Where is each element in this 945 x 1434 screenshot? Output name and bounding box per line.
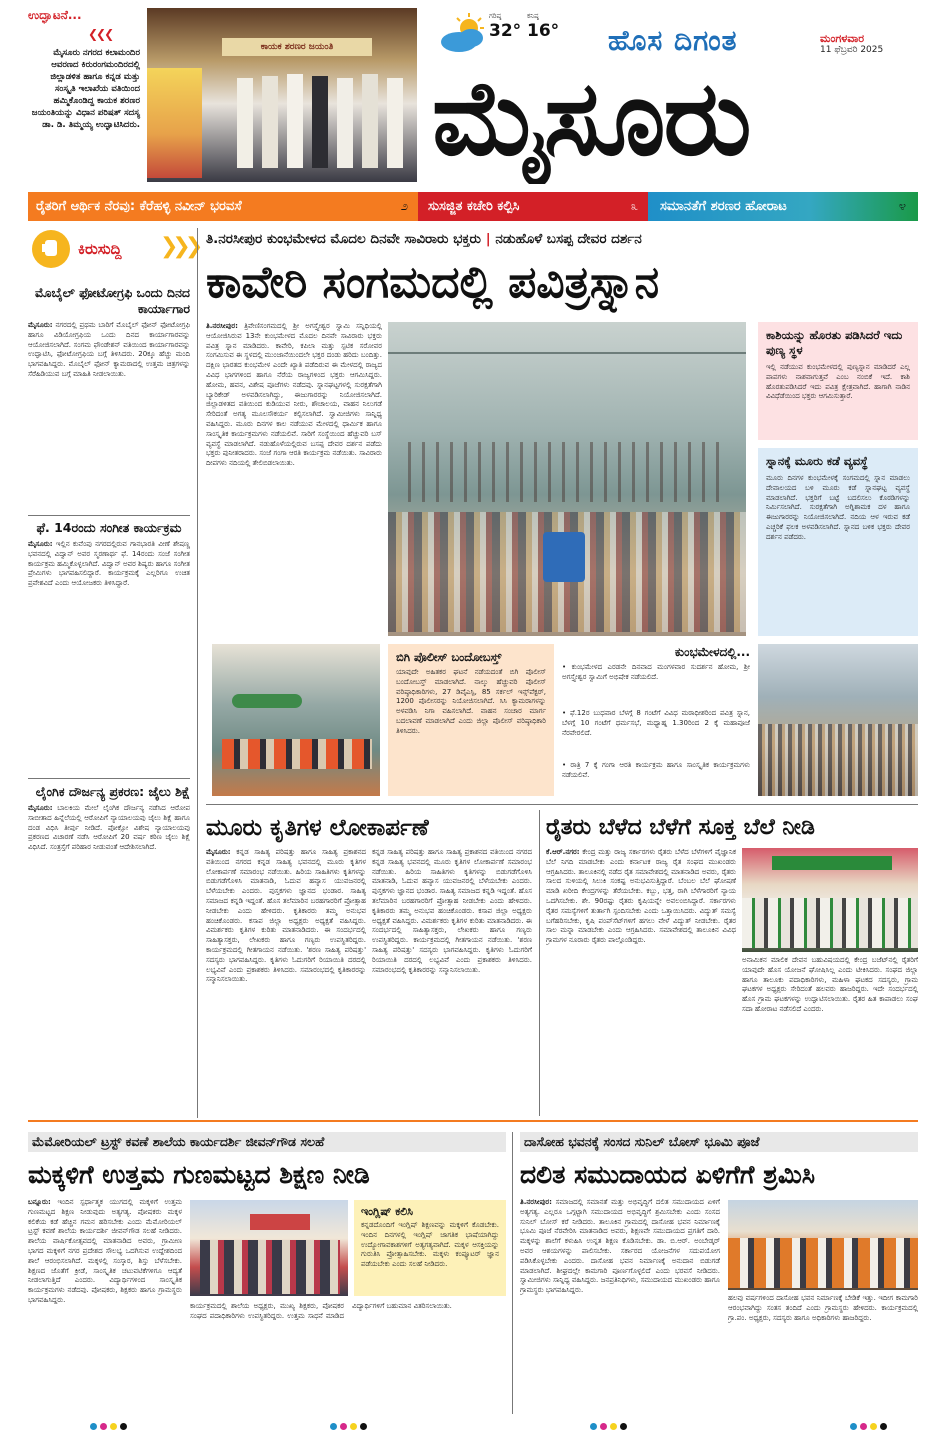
day-label: ಮಂಗಳವಾರ bbox=[820, 32, 865, 45]
police-box-body: ಯಾವುದೇ ಅಹಿತಕರ ಘಟನೆ ನಡೆಯದಂತೆ ಬಿಗಿ ಪೊಲೀಸ್ ಬಂದೋಬಸ್ತ್ ಮಾಡಲಾಗಿದೆ. ನಾಲ್ಕು ಹೆಚ್ಚುವರಿ ಪೊಲೀಸ್ ವರಿಷ್ಠಾಧಿಕಾರಿಗಳು, 27 ಡಿವೈಎಸ್ಪಿ, 85 ಸರ್ಕಲ್ ಇನ್ಸ್‌ಪೆಕ್ಟರ್, 1200 ಪೊಲೀಸರನ್ನು ನಿಯೋಜಿಸಲಾಗಿದೆ. ಸಿಸಿ ಕ್ಯಾಮರಾಗಳನ್ನು ಅಳವಡಿಸಿ ನಿಗಾ ವಹಿಸಲಾಗಿದೆ. ವಾಹನ ಸಂಚಾರ ಮಾರ್ಗ ಬದಲಾವಣೆ ಮಾಡಲಾಗಿದೆ ಎಂದು ಜಿಲ್ಲಾ ಪೊಲೀಸ್ ವರಿಷ್ಠಾಧಿಕಾರಿ ತಿಳಿಸಿದರು. bbox=[396, 668, 546, 735]
udghatane-caption bbox=[28, 8, 140, 186]
brief-1-body: ನಗರದಲ್ಲಿ ಪ್ರಥಮ ಬಾರಿಗೆ ಮೊಬೈಲ್ ಫೋನ್ ಫೋಟೋಗ್ರಫಿ ಹಾಗೂ ವಿಡಿಯೋಗ್ರಫಿಯ ಒಂದು ದಿನದ ಕಾರ್ಯಾಗಾರವನ್ನು ಆಯೋಜಿಸಲಾಗಿದೆ. ಸಂಗಮ ಫೌಂಡೇಶನ್ ವತಿಯಿಂದ ಕಾರ್ಯಾಗಾರವನ್ನು ಉದ್ಘಾಟಿಸಿ, ಫೋಟೋಗ್ರಫಿಯ ಬಗ್ಗೆ ತಿಳಿಸಿದರು. 20ಕ್ಕೂ ಹೆಚ್ಚು ಮಂದಿ ಭಾಗವಹಿಸಿದ್ದರು. ಮೊಬೈಲ್ ಫೋನ್ ಕ್ಯಾಮರಾದಲ್ಲಿ ಉತ್ತಮ ಚಿತ್ರಗಳನ್ನು ಸೆರೆಹಿಡಿಯುವ ಬಗ್ಗೆ ಮಾಹಿತಿ ನೀಡಲಾಯಿತು. bbox=[28, 321, 190, 378]
blue-drum bbox=[543, 532, 585, 582]
lead-dateline: ತಿ.ನರಸೀಪುರ: bbox=[206, 322, 238, 330]
dalit-kicker: ದಾಸೋಹ ಭವನಕ್ಕೆ ಸಂಸದ ಸುನಿಲ್ ಬೋಸ್ ಭೂಮಿ ಪೂಜೆ bbox=[520, 1132, 918, 1152]
brief-1-title: ಮೊಬೈಲ್ ಫೋಟೋಗ್ರಫಿ ಒಂದು ದಿನದ ಕಾರ್ಯಾಗಾರ bbox=[34, 285, 190, 316]
column-rule bbox=[512, 1132, 513, 1414]
index-item-2-page: ೩ bbox=[630, 199, 638, 214]
flower-decoration bbox=[147, 68, 202, 178]
max-temp: 32° bbox=[489, 21, 522, 41]
index-item-2-text: ಸುಸಜ್ಜಿತ ಕಚೇರಿ ಕಲ್ಪಿಸಿ bbox=[428, 199, 520, 214]
police-box-title: ಬಿಗಿ ಪೊಲೀಸ್ ಬಂದೋಬಸ್ತ್ bbox=[396, 650, 502, 664]
dalit-body bbox=[520, 1198, 720, 1412]
column-rule bbox=[539, 810, 540, 1116]
index-item-3-page: ೪ bbox=[898, 199, 906, 214]
brief-2-title: ಫೆ. 14ರಂದು ಸಂಗೀತ ಕಾರ್ಯಕ್ರಮ bbox=[36, 520, 182, 535]
inauguration-photo bbox=[147, 8, 417, 182]
lead-body-text: ತ್ರಿವೇಣಿಸಂಗಮದಲ್ಲಿ ಶ್ರೀ ಅಗಸ್ತ್ಯೇಶ್ವರ ಸ್ವಾಮಿ ಸನ್ನಿಧಿಯಲ್ಲಿ ಆಯೋಜಿಸಿರುವ 13ನೇ ಕುಂಭಮೇಳದ ಮೊದಲ ದಿನವೇ ಸಾವಿರಾರು ಭಕ್ತರು ಪವಿತ್ರ ಸ್ನಾನ ಮಾಡಿದರು. ಕಾವೇರಿ, ಕಪಿಲಾ ಮತ್ತು ಸ್ಪಟಿಕ ಸರೋವರ ಸಂಗಮಿಸುವ ಈ ಸ್ಥಳದಲ್ಲಿ ಮುಂಜಾನೆಯಿಂದಲೇ ಭಕ್ತರ ದಂಡು ಹರಿದು ಬಂದಿತ್ತು. ದಕ್ಷಿಣ ಭಾರತದ ಕುಂಭಮೇಳ ಎಂದೇ ಖ್ಯಾತಿ ಪಡೆದಿರುವ ಈ ಮೇಳದಲ್ಲಿ ರಾಜ್ಯದ ವಿವಿಧ ಭಾಗಗಳಿಂದ ಹಾಗೂ ನೆರೆಯ ರಾಜ್ಯಗಳಿಂದ ಭಕ್ತರು ಆಗಮಿಸಿದ್ದರು. ಹೋಮ, ಹವನ, ವಿಶೇಷ ಪೂಜೆಗಳು ನಡೆದವು. ಸ್ನಾನಘಟ್ಟಗಳಲ್ಲಿ ಸುರಕ್ಷತೆಗಾಗಿ ಬ್ಯಾರಿಕೇಡ್ ಅಳವಡಿಸಲಾಗಿದ್ದು, ಈಜುಗಾರರನ್ನು ನಿಯೋಜಿಸಲಾಗಿದೆ. ಜಿಲ್ಲಾಡಳಿತದ ವತಿಯಿಂದ ಕುಡಿಯುವ ನೀರು, ಶೌಚಾಲಯ, ವಾಹನ ನಿಲುಗಡೆ ಸೇರಿದಂತೆ ಅಗತ್ಯ ಮೂಲಸೌಕರ್ಯ ಕಲ್ಪಿಸಲಾಗಿದೆ. ಸ್ವಾಮೀಜಿಗಳು ಸಾನ್ನಿಧ್ಯ ವಹಿಸಿದ್ದರು. ಮೂರು ದಿನಗಳ ಕಾಲ ನಡೆಯುವ ಮೇಳದಲ್ಲಿ ಧಾರ್ಮಿಕ ಹಾಗೂ ಸಾಂಸ್ಕೃತಿಕ ಕಾರ್ಯಕ್ರಮಗಳು ನಡೆಯಲಿವೆ. ಸಾರಿಗೆ ಸಂಸ್ಥೆಯಿಂದ ಹೆಚ್ಚುವರಿ ಬಸ್ ವ್ಯವಸ್ಥೆ ಮಾಡಲಾಗಿದೆ. ನಡುಹೊಳೆಯಲ್ಲಿರುವ ಬಸಪ್ಪ ದೇವರ ದರ್ಶನ ಪಡೆದು ಭಕ್ತರು ಪುನೀತರಾದರು. ಸಂಜೆ ಗಂಗಾ ಆರತಿ ಕಾರ್ಯಕ್ರಮ ನಡೆಯಿತು. ಸಾವಿರಾರು ದೀಪಗಳು ನದಿಯಲ್ಲಿ ತೇಲಿಬಿಡಲಾಯಿತು. bbox=[206, 322, 382, 468]
farmers-body-text: ಕೇಂದ್ರ ಮತ್ತು ರಾಜ್ಯ ಸರ್ಕಾರಗಳು ರೈತರು ಬೆಳೆದ ಬೆಳೆಗಳಿಗೆ ವೈಜ್ಞಾನಿಕ ಬೆಲೆ ನಿಗದಿ ಮಾಡಬೇಕು ಎಂದು ಕರ್ನಾಟಕ ರಾಜ್ಯ ರೈತ ಸಂಘದ ಮುಖಂಡರು ಆಗ್ರಹಿಸಿದರು. ತಾಲೂಕಿನಲ್ಲಿ ನಡೆದ ರೈತ ಸಮಾವೇಶದಲ್ಲಿ ಮಾತನಾಡಿದ ಅವರು, ರೈತರು ಸಾಲದ ಸುಳಿಯಲ್ಲಿ ಸಿಲುಕಿ ಸಂಕಷ್ಟ ಅನುಭವಿಸುತ್ತಿದ್ದಾರೆ. ಬೆಂಬಲ ಬೆಲೆ ಘೋಷಣೆ ಮಾಡಿ ಖರೀದಿ ಕೇಂದ್ರಗಳನ್ನು ತೆರೆಯಬೇಕು. ಕಬ್ಬು, ಭತ್ತ, ರಾಗಿ ಬೆಳೆಗಾರರಿಗೆ ನ್ಯಾಯ ಒದಗಿಸಬೇಕು. ಶೇ. 90ರಷ್ಟು ರೈತರು ಕೃಷಿಯನ್ನೇ ಅವಲಂಬಿಸಿದ್ದಾರೆ. ಸರ್ಕಾರಗಳು ರೈತರ ಸಮಸ್ಯೆಗಳಿಗೆ ತುರ್ತಾಗಿ ಸ್ಪಂದಿಸಬೇಕು ಎಂದು ಒತ್ತಾಯಿಸಿದರು. ವಿದ್ಯುತ್ ಸಮಸ್ಯೆ ಬಗೆಹರಿಸಬೇಕು, ಕೃಷಿ ಪಂಪ್‌ಸೆಟ್‌ಗಳಿಗೆ ಹಗಲು ವೇಳೆ ವಿದ್ಯುತ್ ನೀಡಬೇಕು. ರೈತರ ಸಾಲ ಮನ್ನಾ ಮಾಡಬೇಕು ಎಂದು ಆಗ್ರಹಿಸಿದರು. ಸಮಾವೇಶದಲ್ಲಿ ತಾಲೂಕಿನ ವಿವಿಧ ಗ್ರಾಮಗಳ ನೂರಾರು ರೈತರು ಪಾಲ್ಗೊಂಡಿದ್ದರು. bbox=[546, 848, 736, 945]
index-item-1-page: ೨ bbox=[400, 199, 408, 214]
farmers-body bbox=[546, 848, 736, 1114]
kumbha-item-2: • ಫೆ.12ರ ಬುಧವಾರ ಬೆಳಗ್ಗೆ 8 ಗಂಟೆಗೆ ವಿವಿಧ ಮಠಾಧೀಶರಿಂದ ಪವಿತ್ರ ಸ್ನಾನ, ಬೆಳಗ್ಗೆ 10 ಗಂಟೆಗೆ ಧರ್ಮಸಭೆ, ಮಧ್ಯಾಹ್ನ 1.30ರಿಂದ 2 ಕ್ಕೆ ಮಹಾಪೂಜೆ ನೆರವೇರಲಿದೆ. bbox=[562, 709, 750, 737]
lead-kicker-left: ತಿ.ನರಸೀಪುರ ಕುಂಭಮೇಳದ ಮೊದಲ ದಿನವೇ ಸಾವಿರಾರು ಭಕ್ತರು bbox=[206, 231, 481, 247]
school-dateline: ಬನ್ನೂರು: bbox=[28, 1198, 51, 1206]
edition-title: ಮೈಸೂರು bbox=[432, 57, 750, 179]
max-label: ಗರಿಷ್ಠ bbox=[489, 12, 502, 20]
weather-sun-cloud-icon bbox=[437, 12, 497, 56]
divider bbox=[28, 515, 190, 516]
school-body-2: ಕಾರ್ಯಕ್ರಮದಲ್ಲಿ ಶಾಲೆಯ ಅಧ್ಯಕ್ಷರು, ಮುಖ್ಯ ಶಿಕ್ಷಕರು, ಪೋಷಕರ ಸಂಘದ ಪದಾಧಿಕಾರಿಗಳು ಉಪಸ್ಥಿತರಿದ್ದರು. ಉತ್ತಮ ಸಾಧನೆ ಮಾಡಿದ ವಿದ್ಯಾರ್ಥಿಗಳಿಗೆ ಬಹುಮಾನ ವಿತರಿಸಲಾಯಿತು. bbox=[190, 1302, 452, 1320]
school-body bbox=[28, 1198, 182, 1412]
brief-3 bbox=[28, 784, 190, 1114]
english-box-body: ಕನ್ನಡದೊಂದಿಗೆ ಇಂಗ್ಲಿಷ್ ಶಿಕ್ಷಣವನ್ನು ಮಕ್ಕಳಿಗೆ ಕೊಡಬೇಕು. ಇಂದಿನ ದಿನಗಳಲ್ಲಿ ಇಂಗ್ಲಿಷ್ ಜಾಗತಿಕ ಭಾಷೆಯಾಗಿದ್ದು ಉದ್ಯೋಗಾವಕಾಶಗಳಿಗೆ ಅತ್ಯಗತ್ಯವಾಗಿದೆ. ಮಕ್ಕಳ ಆಸಕ್ತಿಯನ್ನು ಗುರುತಿಸಿ ಪ್ರೋತ್ಸಾಹಿಸಬೇಕು. ಮಕ್ಕಳು ಕಂಪ್ಯೂಟರ್ ಜ್ಞಾನ ಪಡೆಯಬೇಕು ಎಂದು ಸಲಹೆ ನೀಡಿದರು. bbox=[361, 1221, 499, 1269]
dalit-body-2: ಹಲವು ವರ್ಷಗಳಿಂದ ದಾಸೋಹ ಭವನ ನಿರ್ಮಾಣಕ್ಕೆ ಬೇಡಿಕೆ ಇತ್ತು. ಇದೀಗ ಕಾಮಗಾರಿ ಆರಂಭವಾಗಿದ್ದು ಸಂತಸ ತಂದಿದೆ ಎಂದು ಗ್ರಾಮಸ್ಥರು ಹೇಳಿದರು. ಕಾರ್ಯಕ್ರಮದಲ್ಲಿ ಗ್ರಾ.ಪಂ. ಅಧ್ಯಕ್ಷರು, ಸದಸ್ಯರು ಹಾಗೂ ಅಧಿಕಾರಿಗಳು ಹಾಜರಿದ್ದರು. bbox=[728, 1294, 918, 1322]
divider bbox=[28, 778, 190, 779]
index-item-3[interactable] bbox=[648, 192, 918, 221]
police-box bbox=[388, 644, 554, 796]
lead-body bbox=[206, 322, 382, 634]
speaker-hand-icon bbox=[32, 230, 70, 268]
school-kicker: ಮೆಮೋರಿಯಲ್ ಟ್ರಸ್ಟ್ ಕವಣೆ ಶಾಲೆಯ ಕಾರ್ಯದರ್ಶಿ ಜೀವನ್‌ಗೌಡ ಸಲಹೆ bbox=[28, 1132, 506, 1152]
lead-headline: ಕಾವೇರಿ ಸಂಗಮದಲ್ಲಿ ಪವಿತ್ರಸ್ನಾನ bbox=[206, 257, 660, 308]
brief-3-dateline: ಮೈಸೂರು: bbox=[28, 804, 53, 812]
crowd-photo bbox=[758, 644, 918, 796]
books-body-col1 bbox=[206, 848, 366, 1114]
index-bar bbox=[28, 192, 918, 221]
lead-photo-river bbox=[388, 322, 746, 636]
kumbha-item-3: • ರಾತ್ರಿ 7 ಕ್ಕೆ ಗಂಗಾ ಆರತಿ ಕಾರ್ಯಕ್ರಮ ಹಾಗೂ ಸಾಂಸ್ಕೃತಿಕ ಕಾರ್ಯಕ್ರಮಗಳು ನಡೆಯಲಿವೆ. bbox=[562, 761, 750, 779]
stage-banner: ಕಾಯಕ ಶರಣರ ಜಯಂತಿ bbox=[222, 38, 372, 56]
sidebar-box-2-title: ಸ್ನಾನಕ್ಕೆ ಮೂರು ಕಡೆ ವ್ಯವಸ್ಥೆ bbox=[766, 454, 868, 468]
school-body-text: ಇಂದಿನ ಸ್ಪರ್ಧಾತ್ಮಕ ಯುಗದಲ್ಲಿ ಮಕ್ಕಳಿಗೆ ಉತ್ತಮ ಗುಣಮಟ್ಟದ ಶಿಕ್ಷಣ ನೀಡುವುದು ಅತ್ಯಗತ್ಯ. ಪೋಷಕರು ಮಕ್ಕಳ ಕಲಿಕೆಯ ಕಡೆ ಹೆಚ್ಚಿನ ಗಮನ ಹರಿಸಬೇಕು ಎಂದು ಮೆಮೋರಿಯಲ್ ಟ್ರಸ್ಟ್ ಕವಣೆ ಶಾಲೆಯ ಕಾರ್ಯದರ್ಶಿ ಜೀವನ್‌ಗೌಡ ಸಲಹೆ ನೀಡಿದರು. ಶಾಲೆಯ ವಾರ್ಷಿಕೋತ್ಸವದಲ್ಲಿ ಮಾತನಾಡಿದ ಅವರು, ಗ್ರಾಮೀಣ ಭಾಗದ ಮಕ್ಕಳಿಗೆ ನಗರ ಪ್ರದೇಶದ ಸೌಲಭ್ಯ ಒದಗಿಸುವ ಉದ್ದೇಶದಿಂದ ಶಾಲೆ ಆರಂಭಿಸಲಾಗಿದೆ. ಮಕ್ಕಳಲ್ಲಿ ಸಂಸ್ಕಾರ, ಶಿಸ್ತು ಬೆಳೆಸಬೇಕು. ಶಿಕ್ಷಣದ ಜೊತೆಗೆ ಕ್ರೀಡೆ, ಸಾಂಸ್ಕೃತಿಕ ಚಟುವಟಿಕೆಗಳಿಗೂ ಆದ್ಯತೆ ನೀಡಲಾಗುತ್ತಿದೆ ಎಂದರು. ವಿದ್ಯಾರ್ಥಿಗಳಿಂದ ಸಾಂಸ್ಕೃತಿಕ ಕಾರ್ಯಕ್ರಮಗಳು ನಡೆದವು. ಪೋಷಕರು, ಶಿಕ್ಷಕರು ಹಾಗೂ ಗ್ರಾಮಸ್ಥರು ಭಾಗವಹಿಸಿದ್ದರು. bbox=[28, 1198, 182, 1304]
column-rule bbox=[197, 228, 198, 1118]
books-dateline: ಮೈಸೂರು: bbox=[206, 848, 231, 856]
dalit-dateline: ತಿ.ನರಸೀಪುರ: bbox=[520, 1198, 552, 1206]
sidebar-box-snana bbox=[758, 448, 918, 636]
books-headline: ಮೂರು ಕೃತಿಗಳ ಲೋಕಾರ್ಪಣೆ bbox=[206, 815, 429, 841]
udghatane-label: ಉದ್ಘಾಟನೆ... bbox=[28, 8, 82, 22]
books-body-text: ಕನ್ನಡ ಸಾಹಿತ್ಯ ಪರಿಷತ್ತು ಹಾಗೂ ಸಾಹಿತ್ಯ ಪ್ರಕಾಶನದ ವತಿಯಿಂದ ನಗರದ ಕನ್ನಡ ಸಾಹಿತ್ಯ ಭವನದಲ್ಲಿ ಮೂರು ಕೃತಿಗಳ ಲೋಕಾರ್ಪಣೆ ಸಮಾರಂಭ ನಡೆಯಿತು. ಹಿರಿಯ ಸಾಹಿತಿಗಳು ಕೃತಿಗಳನ್ನು ಬಿಡುಗಡೆಗೊಳಿಸಿ ಮಾತನಾಡಿ, ಓದುವ ಹವ್ಯಾಸ ಯುವಜನರಲ್ಲಿ ಬೆಳೆಯಬೇಕು ಎಂದರು. ಪುಸ್ತಕಗಳು ಜ್ಞಾನದ ಭಂಡಾರ. ಸಾಹಿತ್ಯ ಸಮಾಜದ ಕನ್ನಡಿ ಇದ್ದಂತೆ. ಹೊಸ ತಲೆಮಾರಿನ ಬರಹಗಾರರಿಗೆ ಪ್ರೋತ್ಸಾಹ ನೀಡಬೇಕು ಎಂದು ಹೇಳಿದರು. ಕೃತಿಕಾರರು ತಮ್ಮ ಅನುಭವ ಹಂಚಿಕೊಂಡರು. ಕಸಾಪ ಜಿಲ್ಲಾ ಅಧ್ಯಕ್ಷರು ಅಧ್ಯಕ್ಷತೆ ವಹಿಸಿದ್ದರು. ವಿಮರ್ಶಕರು ಕೃತಿಗಳ ಕುರಿತು ಮಾತನಾಡಿದರು. ಈ ಸಂದರ್ಭದಲ್ಲಿ ಸಾಹಿತ್ಯಾಸಕ್ತರು, ಲೇಖಕರು ಹಾಗೂ ಗಣ್ಯರು ಉಪಸ್ಥಿತರಿದ್ದರು. ಕಾರ್ಯಕ್ರಮದಲ್ಲಿ ಗೀತಗಾಯನ ನಡೆಯಿತು. 'ಶರಣ ಸಾಹಿತ್ಯ ಪರಿಷತ್ತು' ಸದಸ್ಯರು ಭಾಗವಹಿಸಿದ್ದರು. ಕೃತಿಗಳು ಓದುಗರಿಗೆ ರಿಯಾಯಿತಿ ದರದಲ್ಲಿ ಲಭ್ಯವಿವೆ ಎಂದು ಪ್ರಕಾಶಕರು ತಿಳಿಸಿದರು. ಸಮಾರಂಭದಲ್ಲಿ ಕೃತಿಕಾರರನ್ನು ಸನ್ಮಾನಿಸಲಾಯಿತು. bbox=[206, 848, 366, 984]
farmers-headline: ರೈತರು ಬೆಳೆದ ಬೆಳೆಗೆ ಸೂಕ್ತ ಬೆಲೆ ನೀಡಿ bbox=[546, 815, 815, 840]
brief-2-dateline: ಮೈಸೂರು: bbox=[28, 540, 53, 548]
kumbha-item-3-text: ರಾತ್ರಿ 7 ಕ್ಕೆ ಗಂಗಾ ಆರತಿ ಕಾರ್ಯಕ್ರಮ ಹಾಗೂ ಸಾಂಸ್ಕೃತಿಕ ಕಾರ್ಯಕ್ರಮಗಳು ನಡೆಯಲಿವೆ. bbox=[562, 761, 750, 779]
weather-widget bbox=[437, 12, 567, 58]
kumbha-item-2-text: ಫೆ.12ರ ಬುಧವಾರ ಬೆಳಗ್ಗೆ 8 ಗಂಟೆಗೆ ವಿವಿಧ ಮಠಾಧೀಶರಿಂದ ಪವಿತ್ರ ಸ್ನಾನ, ಬೆಳಗ್ಗೆ 10 ಗಂಟೆಗೆ ಧರ್ಮಸಭೆ, ಮಧ್ಯಾಹ್ನ 1.30ರಿಂದ 2 ಕ್ಕೆ ಮಹಾಪೂಜೆ ನೆರವೇರಲಿದೆ. bbox=[562, 709, 750, 737]
section-rule bbox=[28, 1120, 918, 1122]
school-photo bbox=[190, 1200, 348, 1296]
divider bbox=[206, 804, 918, 805]
english-box bbox=[354, 1200, 506, 1296]
boat-photo bbox=[212, 644, 380, 796]
index-item-1-text: ರೈತರಿಗೆ ಆರ್ಥಿಕ ನೆರವು: ಕೆರೆಹಳ್ಳಿ ನವೀನ್ ಭರವಸೆ bbox=[36, 199, 242, 214]
sidebar-box-1-title: ಕಾಶಿಯನ್ನು ಹೊರತು ಪಡಿಸಿದರೆ ಇದು ಪುಣ್ಯ ಸ್ಥಳ bbox=[766, 328, 903, 357]
school-headline: ಮಕ್ಕಳಿಗೆ ಉತ್ತಮ ಗುಣಮಟ್ಟದ ಶಿಕ್ಷಣ ನೀಡಿ bbox=[28, 1160, 370, 1189]
kirusuddi-header bbox=[28, 228, 198, 272]
dalit-headline: ದಲಿತ ಸಮುದಾಯದ ಏಳಿಗೆಗೆ ಶ್ರಮಿಸಿ bbox=[520, 1160, 816, 1189]
sidebar-box-2-body: ಮೂರು ದಿನಗಳ ಕುಂಭಮೇಳಕ್ಕೆ ಸಂಗಮದಲ್ಲಿ ಸ್ನಾನ ಮಾಡಲು ದೇವಾಲಯದ ಬಳಿ ಮೂರು ಕಡೆ ಸ್ನಾನಘಟ್ಟ ವ್ಯವಸ್ಥೆ ಮಾಡಲಾಗಿದೆ. ಭಕ್ತರಿಗೆ ಬಟ್ಟೆ ಬದಲಿಸಲು ಕೊಠಡಿಗಳನ್ನು ನಿರ್ಮಿಸಲಾಗಿದೆ. ಸುರಕ್ಷತೆಗಾಗಿ ಅಗ್ನಿಶಾಮಕ ದಳ ಹಾಗೂ ಈಜುಗಾರರನ್ನು ನಿಯೋಜಿಸಲಾಗಿದೆ. ನದಿಯ ಆಳ ಇರುವ ಕಡೆ ಎಚ್ಚರಿಕೆ ಫಲಕ ಅಳವಡಿಸಲಾಗಿದೆ. ಸ್ನಾನದ ಬಳಿಕ ಭಕ್ತರು ದೇವರ ದರ್ಶನ ಪಡೆದರು. bbox=[766, 474, 910, 541]
books-body-col2: ಕನ್ನಡ ಸಾಹಿತ್ಯ ಪರಿಷತ್ತು ಹಾಗೂ ಸಾಹಿತ್ಯ ಪ್ರಕಾಶನದ ವತಿಯಿಂದ ನಗರದ ಕನ್ನಡ ಸಾಹಿತ್ಯ ಭವನದಲ್ಲಿ ಮೂರು ಕೃತಿಗಳ ಲೋಕಾರ್ಪಣೆ ಸಮಾರಂಭ ನಡೆಯಿತು. ಹಿರಿಯ ಸಾಹಿತಿಗಳು ಕೃತಿಗಳನ್ನು ಬಿಡುಗಡೆಗೊಳಿಸಿ ಮಾತನಾಡಿ, ಓದುವ ಹವ್ಯಾಸ ಯುವಜನರಲ್ಲಿ ಬೆಳೆಯಬೇಕು ಎಂದರು. ಪುಸ್ತಕಗಳು ಜ್ಞಾನದ ಭಂಡಾರ. ಸಾಹಿತ್ಯ ಸಮಾಜದ ಕನ್ನಡಿ ಇದ್ದಂತೆ. ಹೊಸ ತಲೆಮಾರಿನ ಬರಹಗಾರರಿಗೆ ಪ್ರೋತ್ಸಾಹ ನೀಡಬೇಕು ಎಂದು ಹೇಳಿದರು. ಕೃತಿಕಾರರು ತಮ್ಮ ಅನುಭವ ಹಂಚಿಕೊಂಡರು. ಕಸಾಪ ಜಿಲ್ಲಾ ಅಧ್ಯಕ್ಷರು ಅಧ್ಯಕ್ಷತೆ ವಹಿಸಿದ್ದರು. ವಿಮರ್ಶಕರು ಕೃತಿಗಳ ಕುರಿತು ಮಾತನಾಡಿದರು. ಈ ಸಂದರ್ಭದಲ್ಲಿ ಸಾಹಿತ್ಯಾಸಕ್ತರು, ಲೇಖಕರು ಹಾಗೂ ಗಣ್ಯರು ಉಪಸ್ಥಿತರಿದ್ದರು. ಕಾರ್ಯಕ್ರಮದಲ್ಲಿ ಗೀತಗಾಯನ ನಡೆಯಿತು. 'ಶರಣ ಸಾಹಿತ್ಯ ಪರಿಷತ್ತು' ಸದಸ್ಯರು ಭಾಗವಹಿಸಿದ್ದರು. ಕೃತಿಗಳು ಓದುಗರಿಗೆ ರಿಯಾಯಿತಿ ದರದಲ್ಲಿ ಲಭ್ಯವಿವೆ ಎಂದು ಪ್ರಕಾಶಕರು ತಿಳಿಸಿದರು. ಸಮಾರಂಭದಲ್ಲಿ ಕೃತಿಕಾರರನ್ನು ಸನ್ಮಾನಿಸಲಾಯಿತು. bbox=[372, 848, 532, 974]
sidebar-box-1-body: ಇಲ್ಲಿ ನಡೆಯುವ ಕುಂಭಮೇಳದಲ್ಲಿ ಪುಣ್ಯಸ್ನಾನ ಮಾಡಿದರೆ ಎಲ್ಲ ಪಾಪಗಳು ನಾಶವಾಗುತ್ತವೆ ಎಂಬ ನಂಬಿಕೆ ಇದೆ. ಕಾಶಿ ಹೊರತುಪಡಿಸಿದರೆ ಇದು ಪವಿತ್ರ ಕ್ಷೇತ್ರವಾಗಿದೆ. ಹಾಗಾಗಿ ನಾಡಿನ ವಿವಿಧೆಡೆಯಿಂದ ಭಕ್ತರು ಆಗಮಿಸುತ್ತಾರೆ. bbox=[766, 363, 910, 401]
index-item-2[interactable] bbox=[418, 192, 648, 221]
kumbha-box-title: ಕುಂಭಮೇಳದಲ್ಲಿ... bbox=[674, 645, 750, 659]
paper-logo: ಹೊಸ ದಿಗಂತ bbox=[608, 24, 738, 57]
brief-1-dateline: ಮೈಸೂರು: bbox=[28, 321, 53, 329]
kumbha-item-1-text: ಕುಂಭಮೇಳದ ಎರಡನೇ ದಿನವಾದ ಮಂಗಳವಾರ ಸುದರ್ಶನ ಹೋಮ, ಶ್ರೀ ಅಗಸ್ತ್ಯೇಶ್ವರ ಸ್ವಾಮಿಗೆ ಅಭಿಷೇಕ ನಡೆಯಲಿದೆ. bbox=[562, 663, 750, 681]
chevron-right-icon: ❯❯❯ bbox=[160, 234, 198, 259]
farmers-body-2: ಅನಾಮಿಕನ ಮಾಲಿಕ ದೇವನ ಬಹುವಿಷಯದಲ್ಲಿ ಕೇಂದ್ರ ಬಜೆಟ್‌ನಲ್ಲಿ ರೈತರಿಗೆ ಯಾವುದೇ ಹೊಸ ಯೋಜನೆ ಘೋಷಿಸಿಲ್ಲ ಎಂದು ಟೀಕಿಸಿದರು. ಸಂಘದ ಜಿಲ್ಲಾ ಹಾಗೂ ತಾಲೂಕು ಪದಾಧಿಕಾರಿಗಳು, ಮಹಿಳಾ ಘಟಕದ ಸದಸ್ಯರು, ಗ್ರಾಮ ಘಟಕಗಳ ಅಧ್ಯಕ್ಷರು ಸೇರಿದಂತೆ ಹಲವರು ಹಾಜರಿದ್ದರು. ಇದೇ ಸಂದರ್ಭದಲ್ಲಿ ಹೊಸ ಗ್ರಾಮ ಘಟಕಗಳನ್ನು ಉದ್ಘಾಟಿಸಲಾಯಿತು. ರೈತರ ಹಿತ ಕಾಪಾಡಲು ಸಂಘ ಸದಾ ಹೋರಾಟ ನಡೆಸಲಿದೆ ಎಂದರು. bbox=[742, 956, 918, 1013]
chevrons-icon: ❮❮❮ bbox=[88, 27, 113, 41]
index-item-3-text: ಸಮಾನತೆಗೆ ಶರಣರ ಹೋರಾಟ bbox=[660, 199, 787, 214]
min-temp: 16° bbox=[527, 21, 560, 41]
sidebar-box-kashi bbox=[758, 322, 918, 440]
kumbha-item-1: • ಕುಂಭಮೇಳದ ಎರಡನೇ ದಿನವಾದ ಮಂಗಳವಾರ ಸುದರ್ಶನ ಹೋಮ, ಶ್ರೀ ಅಗಸ್ತ್ಯೇಶ್ವರ ಸ್ವಾಮಿಗೆ ಅಭಿಷೇಕ ನಡೆಯಲಿದೆ. bbox=[562, 663, 750, 681]
brief-2 bbox=[28, 520, 190, 775]
lead-kicker-right: ನಡುಹೊಳೆ ಬಸಪ್ಪ ದೇವರ ದರ್ಶನ bbox=[495, 231, 642, 247]
brief-2-body: ಇಲ್ಲಿನ ಕುವೆಂಪು ನಗರದಲ್ಲಿರುವ ಗಾನಭಾರತಿ ವೀಣೆ ಶೇಷಣ್ಣ ಭವನದಲ್ಲಿ ವಿದ್ವಾನ್ ಅವರ ಸ್ಮರಣಾರ್ಥ ಫೆ. 14ರಂದು ಸಂಜೆ ಸಂಗೀತ ಕಾರ್ಯಕ್ರಮ ಹಮ್ಮಿಕೊಳ್ಳಲಾಗಿದೆ. ವಿದ್ವಾನ್ ಅವರ ಶಿಷ್ಯರು ಹಾಗೂ ಸಂಗೀತ ಪ್ರೇಮಿಗಳು ಭಾಗವಹಿಸಲಿದ್ದಾರೆ. ಕಾರ್ಯಕ್ರಮಕ್ಕೆ ಎಲ್ಲರಿಗೂ ಉಚಿತ ಪ್ರವೇಶವಿದೆ ಎಂದು ಆಯೋಜಕರು ತಿಳಿಸಿದ್ದಾರೆ. bbox=[28, 540, 190, 588]
lead-kicker: ತಿ.ನರಸೀಪುರ ಕುಂಭಮೇಳದ ಮೊದಲ ದಿನವೇ ಸಾವಿರಾರು ಭಕ್ತರು | ನಡುಹೊಳೆ ಬಸಪ್ಪ ದೇವರ ದರ್ಶನ bbox=[206, 231, 642, 247]
english-box-title: ಇಂಗ್ಲಿಷ್ ಕಲಿಸಿ bbox=[361, 1205, 414, 1218]
kumbha-box bbox=[562, 644, 750, 796]
kirusuddi-label: ಕಿರುಸುದ್ದಿ bbox=[78, 240, 122, 258]
date-label: 11 ಫೆಬ್ರವರಿ 2025 bbox=[820, 45, 884, 55]
brief-3-body: ಬಾಲಕಿಯ ಮೇಲೆ ಲೈಂಗಿಕ ದೌರ್ಜನ್ಯ ನಡೆಸಿದ ಆರೋಪ ಸಾಬೀತಾದ ಹಿನ್ನೆಲೆಯಲ್ಲಿ ಆರೋಪಿಗೆ ನ್ಯಾಯಾಲಯವು ಜೈಲು ಶಿಕ್ಷೆ ಹಾಗೂ ದಂಡ ವಿಧಿಸಿ ತೀರ್ಪು ನೀಡಿದೆ. ಪೋಕ್ಸೋ ವಿಶೇಷ ನ್ಯಾಯಾಲಯವು ಪ್ರಕರಣದ ವಿಚಾರಣೆ ನಡೆಸಿ ಆರೋಪಿಗೆ 20 ವರ್ಷ ಕಠಿಣ ಜೈಲು ಶಿಕ್ಷೆ ವಿಧಿಸಿದೆ. ಸಂತ್ರಸ್ತೆಗೆ ಪರಿಹಾರ ನೀಡುವಂತೆ ಆದೇಶಿಸಲಾಗಿದೆ. bbox=[28, 804, 190, 852]
pooja-photo bbox=[728, 1200, 918, 1290]
brief-1 bbox=[28, 285, 190, 515]
farmers-dateline: ಕೆ.ಆರ್.ನಗರ: bbox=[546, 848, 580, 856]
index-item-1[interactable] bbox=[28, 192, 418, 221]
dalit-body-text: ಸಮಾಜದಲ್ಲಿ ಸಮಾನತೆ ಮತ್ತು ಅಭಿವೃದ್ಧಿಗೆ ದಲಿತ ಸಮುದಾಯದ ಏಳಿಗೆ ಅತ್ಯಗತ್ಯ. ಎಲ್ಲರೂ ಒಗ್ಗಟ್ಟಾಗಿ ಸಮುದಾಯದ ಅಭಿವೃದ್ಧಿಗೆ ಶ್ರಮಿಸಬೇಕು ಎಂದು ಸಂಸದ ಸುನಿಲ್ ಬೋಸ್ ಕರೆ ನೀಡಿದರು. ತಾಲೂಕಿನ ಗ್ರಾಮದಲ್ಲಿ ದಾಸೋಹ ಭವನ ನಿರ್ಮಾಣಕ್ಕೆ ಭೂಮಿ ಪೂಜೆ ನೆರವೇರಿಸಿ ಮಾತನಾಡಿದ ಅವರು, ಶಿಕ್ಷಣವೇ ಸಮುದಾಯದ ಪ್ರಗತಿಗೆ ದಾರಿ. ಮಕ್ಕಳನ್ನು ಶಾಲೆಗೆ ಕಳುಹಿಸಿ ಉನ್ನತ ಶಿಕ್ಷಣ ಕೊಡಿಸಬೇಕು. ಡಾ. ಬಿ.ಆರ್. ಅಂಬೇಡ್ಕರ್ ಅವರ ಆಶಯಗಳನ್ನು ಪಾಲಿಸಬೇಕು. ಸರ್ಕಾರದ ಯೋಜನೆಗಳ ಸದುಪಯೋಗ ಪಡಿಸಿಕೊಳ್ಳಬೇಕು ಎಂದರು. ದಾಸೋಹ ಭವನ ನಿರ್ಮಾಣಕ್ಕೆ ಅನುದಾನ ಬಿಡುಗಡೆ ಮಾಡಲಾಗಿದೆ. ಶೀಘ್ರದಲ್ಲೇ ಕಾಮಗಾರಿ ಪೂರ್ಣಗೊಳ್ಳಲಿದೆ ಎಂದು ಭರವಸೆ ನೀಡಿದರು. ಸ್ವಾಮೀಜಿಗಳು ಸಾನ್ನಿಧ್ಯ ವಹಿಸಿದ್ದರು. ಜನಪ್ರತಿನಿಧಿಗಳು, ಸಮುದಾಯದ ಮುಖಂಡರು ಹಾಗೂ ಗ್ರಾಮಸ್ಥರು ಭಾಗವಹಿಸಿದ್ದರು. bbox=[520, 1198, 720, 1295]
brief-3-title: ಲೈಂಗಿಕ ದೌರ್ಜನ್ಯ ಪ್ರಕರಣ: ಜೈಲು ಶಿಕ್ಷೆ bbox=[35, 784, 190, 799]
min-label: ಕನಿಷ್ಠ bbox=[527, 12, 539, 20]
udghatane-text: ಮೈಸೂರು ನಗರದ ಕಲಾಮಂದಿರ ಆವರಣದ ಕಿರುರಂಗಮಂದಿರದಲ್ಲಿ ಜಿಲ್ಲಾಡಳಿತ ಹಾಗೂ ಕನ್ನಡ ಮತ್ತು ಸಂಸ್ಕೃತಿ ಇಲಾಖೆಯ ವತಿಯಿಂದ ಹಮ್ಮಿಕೊಂಡಿದ್ದ ಕಾಯಕ ಶರಣರ ಜಯಂತಿಯನ್ನು ವಿಧಾನ ಪರಿಷತ್ ಸದಸ್ಯ ಡಾ. ಡಿ. ತಿಮ್ಮಯ್ಯ ಉದ್ಘಾಟಿಸಿದರು. bbox=[31, 48, 140, 130]
farmers-photo bbox=[742, 848, 918, 952]
